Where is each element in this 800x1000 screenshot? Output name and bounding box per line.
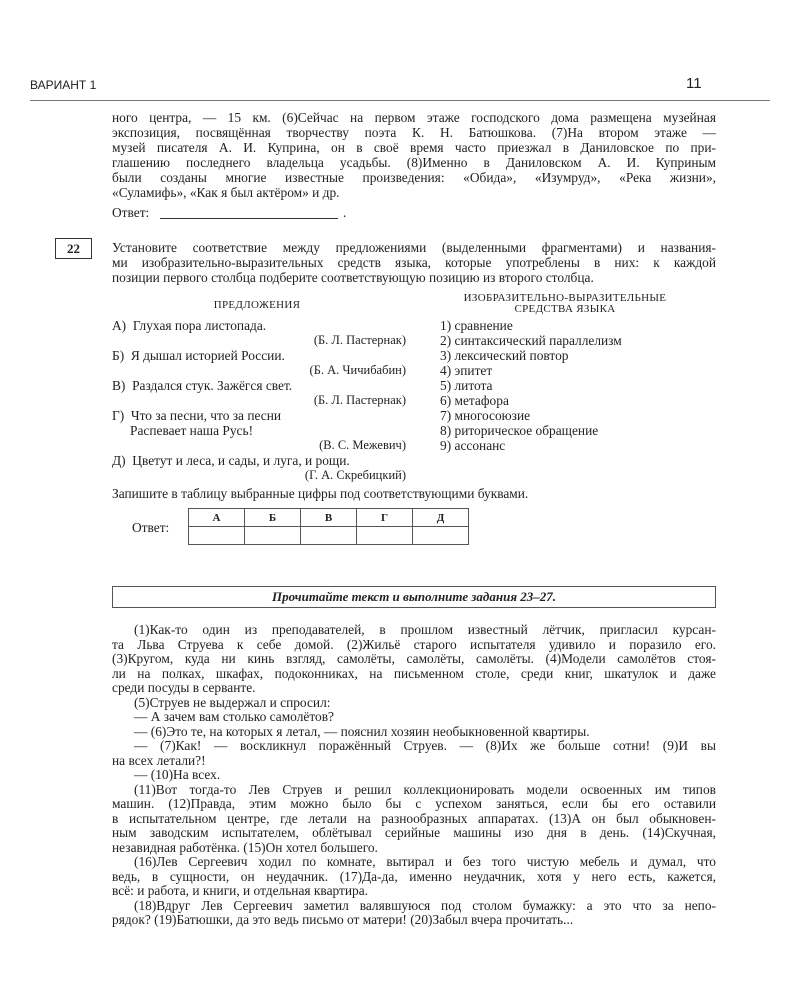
device-item: 6) метафора: [440, 393, 509, 408]
answer-table-label: Ответ:: [132, 520, 170, 535]
devices-list: [440, 318, 716, 453]
sentence-item: [112, 453, 406, 483]
task-22-text: [112, 240, 716, 285]
devices-header-line-2: СРЕДСТВА ЯЗЫКА: [514, 303, 616, 315]
answer-cell-input[interactable]: [357, 527, 413, 545]
passage-line: в испытательном центре, где летали на разнообразных аппаратах. (13)А он был обыкновен-: [112, 810, 716, 826]
sentence-text: А) Глухая пора листопада.: [112, 318, 267, 333]
sentences-list: [112, 318, 406, 483]
passage-line: ведь, в сущности, он неудачник. (17)Да-да, именно неудачник, хотя у него есть, кажется,: [112, 868, 716, 884]
sentence-text-continued: Распевает наша Русь!: [130, 423, 254, 438]
table-instruction: Запишите в таблицу выбранные цифры под соответствующими буквами.: [112, 486, 529, 501]
text-line: глашению последнего владельца усадьбы. (8)Именно в Даниловском А. И. Куприным: [112, 155, 716, 170]
passage-line: та Льва Струева к себе домой. (2)Жильё старого испытателя удивило и поразило его.: [112, 636, 716, 652]
answer-table: [188, 508, 469, 545]
device-item: 1) сравнение: [440, 318, 513, 333]
reading-passage: [112, 623, 716, 928]
device-item: 5) литота: [440, 378, 493, 393]
passage-line: — (10)На всех.: [134, 767, 221, 782]
passage-line: (3)Кругом, куда ни кинь взгляд, самолёты, самолёты, самолёты. (4)Модели самолётов стоя-: [112, 651, 716, 666]
answer-cell-input[interactable]: [301, 527, 357, 545]
answer-column-header: Б: [245, 509, 301, 527]
header-divider: [30, 100, 770, 101]
device-item: 7) многосоюзие: [440, 408, 531, 423]
sentence-item: [112, 348, 406, 378]
sentence-item: [112, 378, 406, 408]
answer-column-header: Г: [357, 509, 413, 527]
passage-line: рядок? (19)Батюшки, да это ведь письмо от матери! (20)Забыл вчера прочитать...: [112, 912, 574, 927]
passage-line: (18)Вдруг Лев Сергеевич заметил валявшуюся под столом бумажку: а это что за непо-: [134, 897, 716, 913]
answer-cell-input[interactable]: [189, 527, 245, 545]
sentence-item: [112, 408, 406, 453]
text-line: были созданы многие известные произведения: «Обида», «Изумруд», «Река жизни»,: [112, 170, 716, 185]
sentences-header: ПРЕДЛОЖЕНИЯ: [213, 299, 301, 311]
answer-column-header: Д: [413, 509, 469, 527]
passage-line: (16)Лев Сергеевич ходил по комнате, вытирал и без того чистую мебель и думал, что: [134, 854, 716, 869]
passage-line: ным заводским испытателем, облётывал серийные машины изо дня в день. (14)Скучная,: [112, 825, 716, 840]
answer-column-header: А: [189, 509, 245, 527]
text-line: Установите соответствие между предложениями (выделенными фрагментами) и названия-: [112, 240, 716, 255]
passage-line: — (7)Как! — воскликнул поражённый Струев. — (8)Их же больше сотни! (9)И вы: [134, 738, 716, 753]
device-item: 8) риторическое обращение: [440, 423, 599, 438]
text-line: позиции первого столбца подберите соответствующую позицию из второго столбца.: [112, 270, 594, 285]
page-number: 11: [686, 75, 702, 92]
sentence-text: В) Раздался стук. Зажёгся свет.: [112, 378, 293, 393]
reading-instruction-box: Прочитайте текст и выполните задания 23–27.: [112, 586, 716, 608]
answer-cell-input[interactable]: [245, 527, 301, 545]
passage-line: машин. (12)Правда, этим можно было бы с успехом заняться, если бы его оставили: [112, 796, 716, 811]
previous-task-text: [112, 110, 716, 200]
answer-label: Ответ:: [112, 205, 150, 220]
sentence-text: Б) Я дышал историей России.: [112, 348, 285, 363]
sentence-text: Г) Что за песни, что за песни: [112, 408, 282, 423]
sentence-author: (Г. А. Скребицкий): [304, 468, 406, 482]
text-line: ми изобразительно-выразительных средств языка, которые употреблены в них: к каждой: [112, 255, 716, 270]
variant-label: ВАРИАНТ 1: [30, 78, 97, 92]
sentence-author: (Б. Л. Пастернак): [313, 333, 406, 347]
text-line: «Суламифь», «Как я был актёром» и др.: [112, 185, 340, 200]
passage-line: на всех летали?!: [112, 752, 206, 768]
sentence-author: (Б. А. Чичибабин): [309, 363, 406, 377]
device-item: 2) синтаксический параллелизм: [440, 333, 622, 348]
answer-line-input[interactable]: [160, 218, 338, 219]
passage-line: всё: и работа, и книги, и отдельная квартира.: [112, 883, 369, 898]
device-item: 3) лексический повтор: [440, 348, 569, 363]
sentence-author: (Б. Л. Пастернак): [313, 393, 406, 407]
devices-header: [440, 293, 690, 315]
device-item: 4) эпитет: [440, 363, 493, 378]
passage-line: незавидная работёнка. (15)Он хотел большего.: [112, 839, 378, 855]
answer-cell-input[interactable]: [413, 527, 469, 545]
task-number-badge: 22: [55, 238, 92, 259]
text-line: ного центра, — 15 км. (6)Сейчас на первом этаже господского дома размещена музейная: [112, 110, 716, 125]
device-item: 9) ассонанс: [440, 438, 506, 453]
text-line: музей писателя А. И. Куприна, он в своё время часто приезжал в Даниловское по при-: [112, 140, 716, 155]
passage-line: — А зачем вам столько самолётов?: [134, 709, 334, 724]
passage-line: (11)Вот тогда-то Лев Струев и решил коллекционировать модели освоенных им типов: [134, 781, 716, 797]
passage-line: ли на полках, шкафах, подоконниках, на письменном столе, среди книг, шкатулок и даже: [112, 665, 716, 681]
passage-line: — (6)Это те, на которых я летал, — пояснил хозяин необыкновенной квартиры.: [134, 723, 590, 739]
sentence-item: [112, 318, 406, 348]
sentence-text: Д) Цветут и леса, и сады, и луга, и рощи.: [112, 453, 350, 468]
answer-period: .: [343, 205, 347, 220]
passage-line: (5)Струев не выдержал и спросил:: [134, 694, 331, 710]
devices-header-line-1: ИЗОБРАЗИТЕЛЬНО-ВЫРАЗИТЕЛЬНЫЕ: [463, 292, 667, 304]
passage-line: среди посуды в серванте.: [112, 680, 256, 695]
sentence-author: (В. С. Межевич): [319, 438, 406, 452]
passage-line: (1)Как-то один из преподавателей, в прошлом известный лётчик, пригласил курсан-: [134, 622, 716, 637]
answer-column-header: В: [301, 509, 357, 527]
text-line: экспозиция, посвящённая творчеству поэта К. Н. Батюшкова. (7)На втором этаже —: [112, 125, 716, 140]
